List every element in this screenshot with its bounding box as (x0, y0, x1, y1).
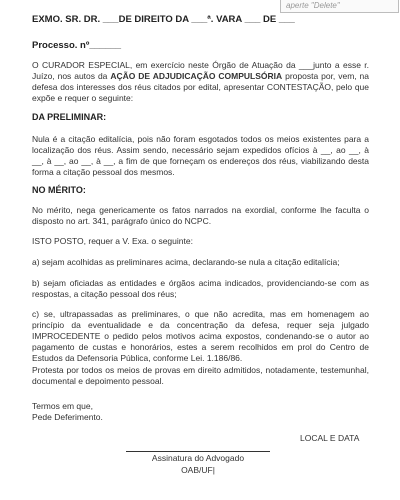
isto-posto: ISTO POSTO, requer a V. Exa. o seguinte: (32, 236, 193, 246)
preliminar-text: Nula é a citação editalícia, pois não foram esgotados todos os meios existentes para a localização dos réus. Assim sendo, necessário sejam expedidos ofícios à __, ao __, à __, à __, ao __, à __, a fim de que forneçam os endereços dos réus, viabilizando desta forma a citação pessoal dos mesmos. (32, 134, 369, 177)
request-item-c: c) se, ultrapassadas as preliminares, o que não acredita, mas em homenagem ao princípio da eventualidade e da concentração da defesa, requer seja julgado IMPROCEDENTE o pedido pelos motivos acima expostos, condenando-se o autor ao pagamento de custas e honorários, estes a serem recolhidos em prol do Centro de Estudos da Defensoria Pública, conforme Lei. 1.186/86. (32, 309, 369, 363)
court-header: EXMO. SR. DR. ___DE DIREITO DA ___ª. VARA ___ DE ___ (32, 14, 295, 25)
request-item-a: a) sejam acolhidas as preliminares acima, declarando-se nula a citação editalícia; (32, 257, 340, 267)
request-item-b: b) sejam oficiadas as entidades e órgãos acima indicados, providenciando-se com as respostas, a citação pessoal dos réus; (32, 278, 369, 299)
delete-hint-text: aperte "Delete" (286, 1, 340, 10)
action-name: AÇÃO DE ADJUDICAÇÃO COMPULSÓRIA (110, 71, 283, 81)
deferimento-line: Pede Deferimento. (32, 412, 103, 422)
intro-text-start: O CURADOR ESPECIAL, em exercício neste Órgão de Atuação da ___junto a esse r. Juízo, nos autos da (32, 60, 369, 81)
protesta-text: Protesta por todos os meios de provas em direito admitidos, notadamente, testemunhal, documental e depoimento pessoal. (32, 365, 369, 386)
termos-line: Termos em que, (32, 401, 93, 411)
local-data: LOCAL E DATA (300, 433, 360, 443)
intro-text-end: proposta por, vem, na defesa dos interesses dos réus citados por edital, apresentar CONTESTAÇÃO, pelo que expõe e requer o seguinte: (32, 71, 370, 103)
intro-paragraph (32, 60, 369, 104)
oab-label: OAB/UF| (181, 465, 215, 475)
signature-label: Assinatura do Advogado (151, 453, 245, 463)
signature-line (126, 451, 270, 452)
process-number: Processo. nº______ (32, 40, 122, 51)
delete-hint-box (280, 0, 399, 13)
merito-text: No mérito, nega genericamente os fatos narrados na exordial, conforme lhe faculta o disposto no art. 341, parágrafo único do NCPC. (32, 205, 369, 226)
merito-heading: NO MÉRITO: (32, 185, 86, 195)
preliminar-heading: DA PRELIMINAR: (32, 112, 107, 122)
